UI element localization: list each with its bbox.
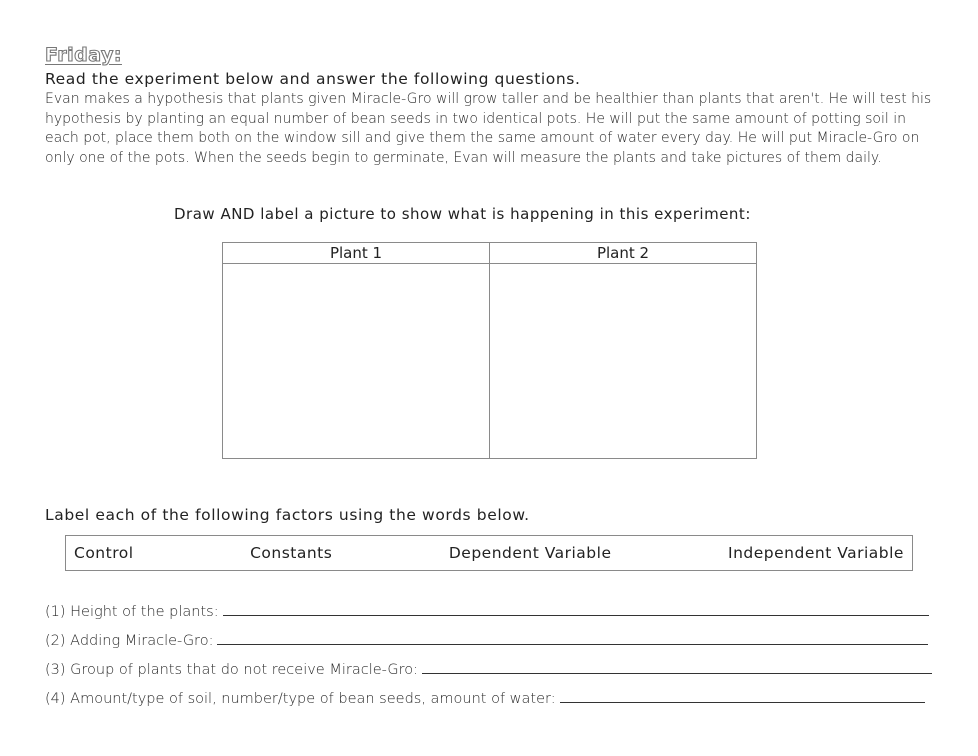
drawing-instruction: Draw AND label a picture to show what is happening in this experiment: bbox=[174, 205, 751, 223]
labeling-instruction: Label each of the following factors using the words below. bbox=[45, 506, 530, 524]
question-4-text: (4) Amount/type of soil, number/type of bean seeds, amount of water: bbox=[45, 691, 556, 707]
answer-line-2[interactable] bbox=[217, 630, 928, 645]
word-bank-item: Control bbox=[74, 544, 134, 562]
answer-line-1[interactable] bbox=[223, 601, 929, 616]
plant-1-drawing-area[interactable] bbox=[223, 264, 490, 459]
plant-1-header: Plant 1 bbox=[223, 243, 490, 264]
drawing-table bbox=[222, 242, 757, 459]
worksheet-heading: Friday: bbox=[45, 44, 122, 66]
plant-2-drawing-area[interactable] bbox=[490, 264, 757, 459]
experiment-passage: Evan makes a hypothesis that plants given Miracle-Gro will grow taller and be healthier than plants that aren't. He will test his hypothesis by planting an equal number of bean seeds in two identical pots. He will put the same amount of potting soil in each pot, place them both on the window sill and give them the same amount of water every day. He will put Miracle-Gro on only one of the pots. When the seeds begin to germinate, Evan will measure the plants and take pictures of them daily. bbox=[45, 91, 932, 166]
question-3-text: (3) Group of plants that do not receive Miracle-Gro: bbox=[45, 662, 419, 678]
word-bank-item: Independent Variable bbox=[728, 544, 904, 562]
question-2-text: (2) Adding Miracle-Gro: bbox=[45, 633, 214, 649]
question-3 bbox=[45, 659, 932, 678]
question-1 bbox=[45, 601, 929, 620]
answer-line-4[interactable] bbox=[560, 688, 925, 703]
question-1-text: (1) Height of the plants: bbox=[45, 604, 219, 620]
word-bank bbox=[65, 535, 913, 571]
question-4 bbox=[45, 688, 925, 707]
plant-2-header: Plant 2 bbox=[490, 243, 757, 264]
answer-line-3[interactable] bbox=[422, 659, 932, 674]
word-bank-item: Constants bbox=[250, 544, 333, 562]
reading-instruction: Read the experiment below and answer the following questions. bbox=[45, 70, 581, 88]
word-bank-item: Dependent Variable bbox=[448, 544, 612, 562]
question-2 bbox=[45, 630, 928, 649]
